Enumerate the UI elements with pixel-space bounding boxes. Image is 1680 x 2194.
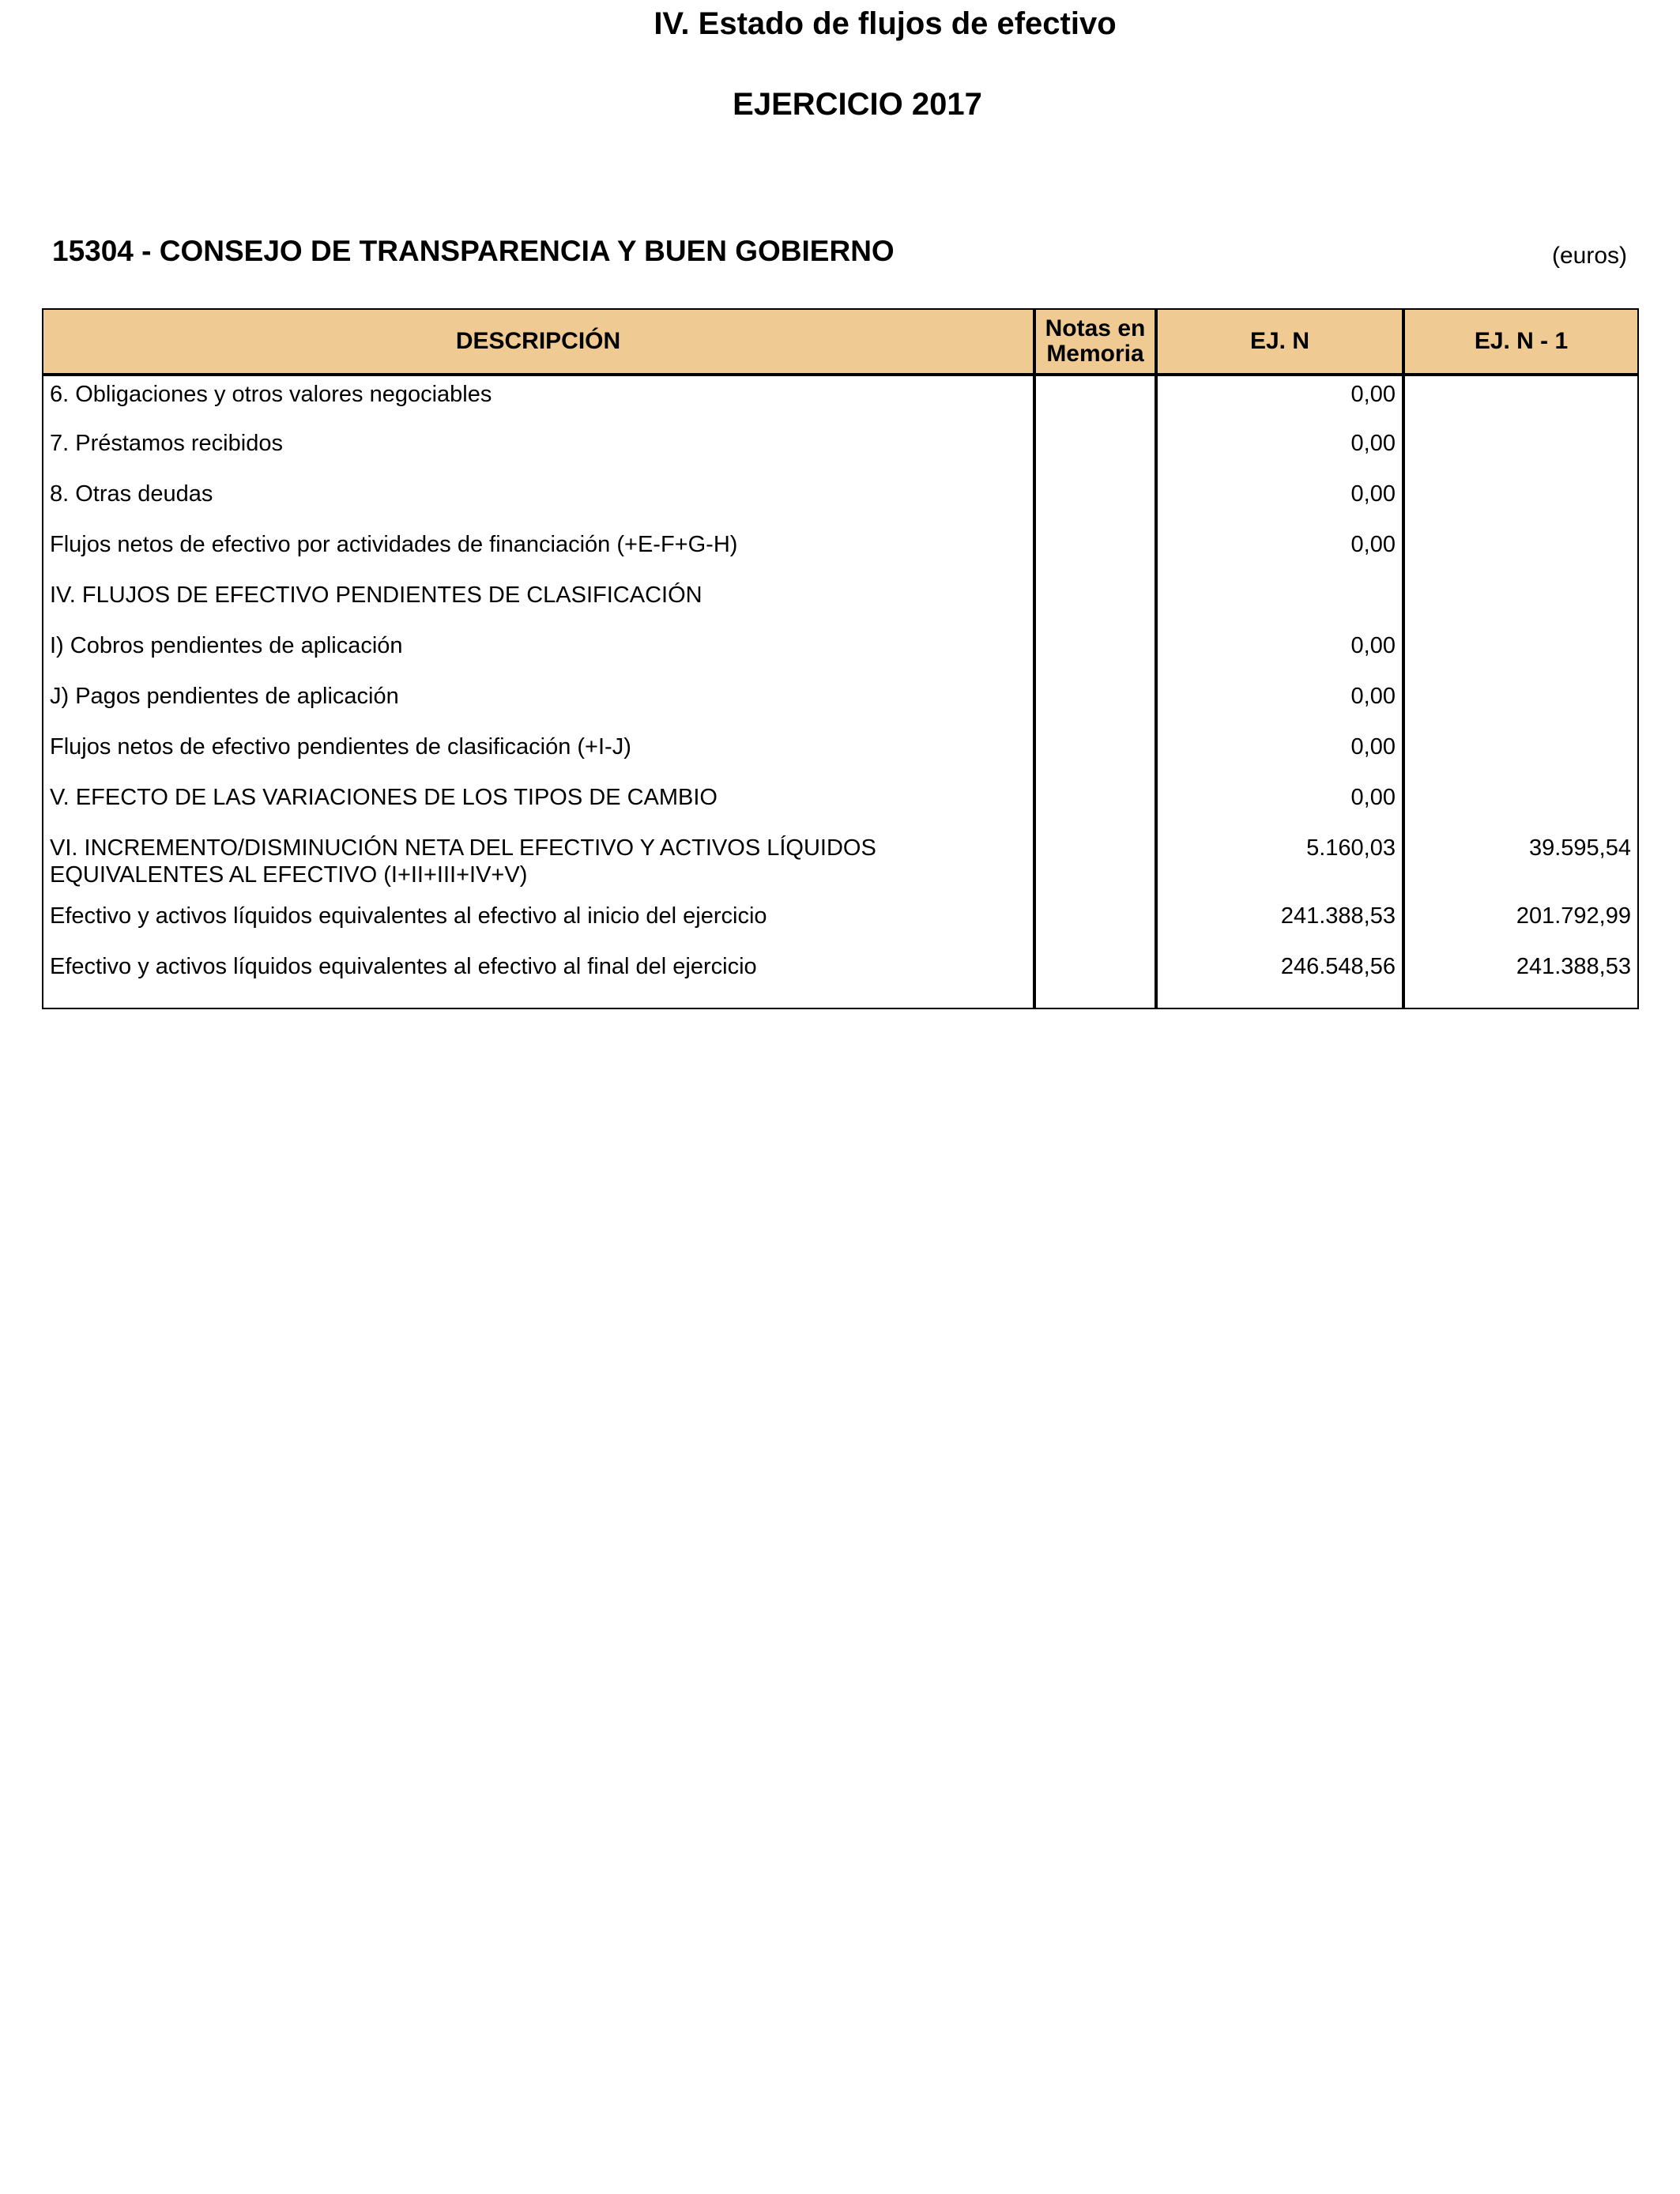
row-value-year-n: 5.160,03	[1156, 830, 1403, 898]
table-row	[43, 948, 1638, 988]
table-row	[43, 628, 1638, 678]
row-value-year-n: 0,00	[1156, 779, 1403, 830]
row-description: VI. INCREMENTO/DISMINUCIÓN NETA DEL EFECTIVO Y ACTIVOS LÍQUIDOS EQUIVALENTES AL EFECTIVO (I+II+III+IV+V)	[43, 830, 1034, 898]
row-value-year-n1	[1403, 425, 1638, 476]
row-notes	[1034, 375, 1156, 425]
row-value-year-n: 0,00	[1156, 678, 1403, 729]
row-value-year-n1	[1403, 628, 1638, 678]
row-value-year-n: 0,00	[1156, 526, 1403, 577]
cash-flow-table	[42, 308, 1639, 1009]
table-row	[43, 577, 1638, 628]
row-value-year-n1	[1403, 375, 1638, 425]
row-value-year-n: 246.548,56	[1156, 948, 1403, 988]
row-value-year-n: 0,00	[1156, 729, 1403, 779]
row-description: 6. Obligaciones y otros valores negociables	[43, 375, 1034, 425]
row-description: Flujos netos de efectivo pendientes de clasificación (+I-J)	[43, 729, 1034, 779]
table-row	[43, 830, 1638, 898]
column-header-notes: Notas en Memoria	[1034, 309, 1156, 375]
row-description: IV. FLUJOS DE EFECTIVO PENDIENTES DE CLASIFICACIÓN	[43, 577, 1034, 628]
row-value-year-n1	[1403, 577, 1638, 628]
row-description: Flujos netos de efectivo por actividades de financiación (+E-F+G-H)	[43, 526, 1034, 577]
table-header-row	[43, 309, 1638, 375]
row-description: I) Cobros pendientes de aplicación	[43, 628, 1034, 678]
table-row	[43, 476, 1638, 526]
row-notes	[1034, 628, 1156, 678]
row-description: 7. Préstamos recibidos	[43, 425, 1034, 476]
exercise-title: EJERCICIO 2017	[733, 87, 982, 122]
row-value-year-n1	[1403, 729, 1638, 779]
row-notes	[1034, 526, 1156, 577]
row-value-year-n1: 39.595,54	[1403, 830, 1638, 898]
row-notes	[1034, 476, 1156, 526]
column-header-year-n: EJ. N	[1156, 309, 1403, 375]
spacer-cell	[1403, 988, 1638, 1008]
row-notes	[1034, 425, 1156, 476]
row-value-year-n1: 201.792,99	[1403, 898, 1638, 948]
row-value-year-n1	[1403, 476, 1638, 526]
row-description: Efectivo y activos líquidos equivalentes al efectivo al inicio del ejercicio	[43, 898, 1034, 948]
spacer-cell	[43, 988, 1034, 1008]
entity-heading: 15304 - CONSEJO DE TRANSPARENCIA Y BUEN GOBIERNO	[52, 235, 895, 267]
table-row	[43, 375, 1638, 425]
row-value-year-n	[1156, 577, 1403, 628]
row-notes	[1034, 729, 1156, 779]
row-notes	[1034, 830, 1156, 898]
row-notes	[1034, 577, 1156, 628]
spacer-cell	[1034, 988, 1156, 1008]
row-notes	[1034, 678, 1156, 729]
row-value-year-n1: 241.388,53	[1403, 948, 1638, 988]
row-value-year-n: 0,00	[1156, 476, 1403, 526]
row-notes	[1034, 948, 1156, 988]
column-header-year-n1: EJ. N - 1	[1403, 309, 1638, 375]
column-header-description: DESCRIPCIÓN	[43, 309, 1034, 375]
page-title: IV. Estado de flujos de efectivo	[654, 6, 1117, 41]
row-notes	[1034, 898, 1156, 948]
row-value-year-n: 241.388,53	[1156, 898, 1403, 948]
table-bottom-spacer	[43, 988, 1638, 1008]
table-row	[43, 898, 1638, 948]
table-row	[43, 678, 1638, 729]
spacer-cell	[1156, 988, 1403, 1008]
row-value-year-n1	[1403, 526, 1638, 577]
row-value-year-n: 0,00	[1156, 375, 1403, 425]
table-row	[43, 425, 1638, 476]
row-description: V. EFECTO DE LAS VARIACIONES DE LOS TIPOS DE CAMBIO	[43, 779, 1034, 830]
row-value-year-n1	[1403, 779, 1638, 830]
table-row	[43, 779, 1638, 830]
row-notes	[1034, 779, 1156, 830]
row-value-year-n1	[1403, 678, 1638, 729]
table-row	[43, 526, 1638, 577]
row-description: 8. Otras deudas	[43, 476, 1034, 526]
row-description: Efectivo y activos líquidos equivalentes al efectivo al final del ejercicio	[43, 948, 1034, 988]
row-value-year-n: 0,00	[1156, 628, 1403, 678]
row-description: J) Pagos pendientes de aplicación	[43, 678, 1034, 729]
table-row	[43, 729, 1638, 779]
row-value-year-n: 0,00	[1156, 425, 1403, 476]
units-label: (euros)	[1551, 243, 1627, 269]
